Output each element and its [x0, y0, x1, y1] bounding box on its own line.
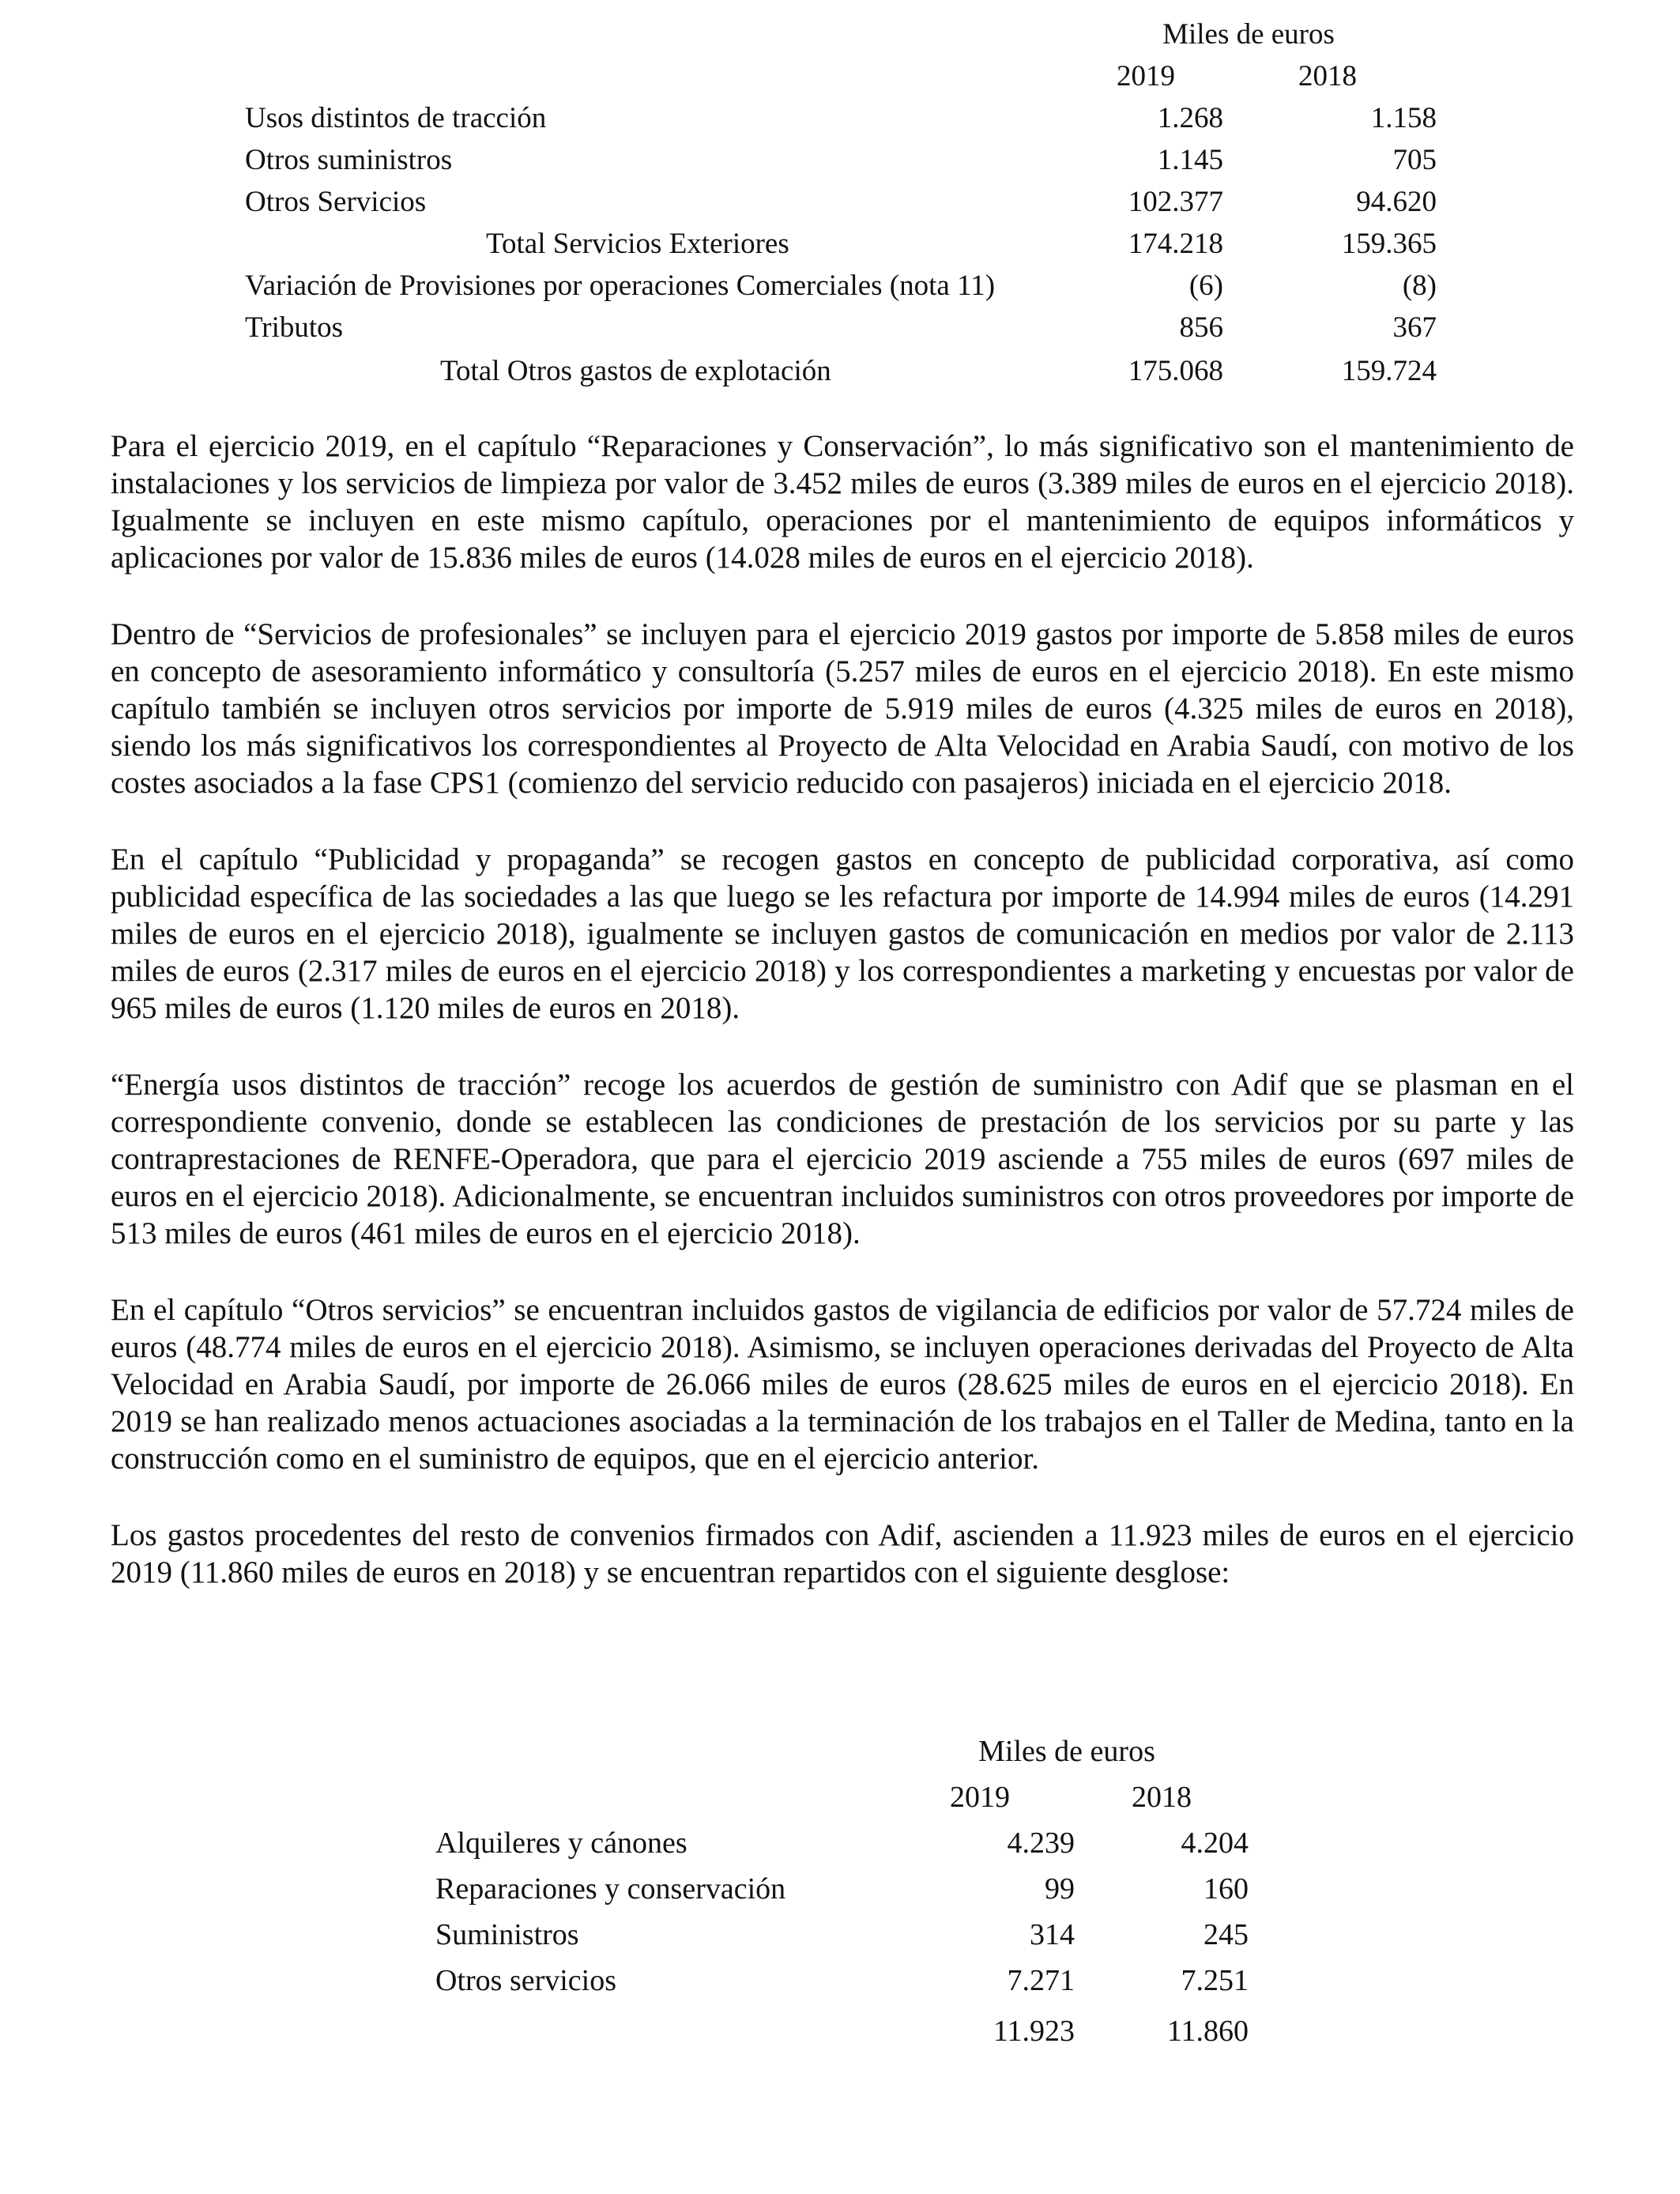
table2-row-2018: 160 [1203, 1872, 1249, 1906]
paragraph-publicidad: En el capítulo “Publicidad y propaganda” se recogen gastos en concepto de publicidad corporativa, así como publicidad específica de las sociedades a las que luego se les refactura por importe de 14.994 miles de euros (14.291 miles de euros en el ejercicio 2018), igualmente se incluyen gastos de comunicación en medios por valor de 2.113 miles de euros (2.317 miles de euros en el ejercicio 2018) y los correspondientes a marketing y encuestas por valor de 965 miles de euros (1.120 miles de euros en 2018). [111, 843, 1574, 1025]
table2-row-2019: 7.271 [1007, 1964, 1075, 1997]
table2-year-2019: 2019 [950, 1781, 1010, 1814]
table2-row-2019: 314 [1030, 1918, 1075, 1951]
table1-subtotal-2019: 174.218 [1128, 228, 1223, 260]
table1-row-2019: 102.377 [1128, 186, 1223, 218]
table1-row-label: Tributos [245, 311, 344, 344]
table2-row-2019: 99 [1045, 1872, 1075, 1906]
paragraph-servicios-profesionales: Dentro de “Servicios de profesionales” se incluyen para el ejercicio 2019 gastos por importe de 5.858 miles de euros en concepto de asesoramiento informático y consultoría (5.257 miles de euros en el ejercicio 2018). En este mismo capítulo también se incluyen otros servicios por importe de 5.919 miles de euros (4.325 miles de euros en 2018), siendo los más significativos los correspondientes al Proyecto de Alta Velocidad en Arabia Saudí, con motivo de los costes asociados a la fase CPS1 (comienzo del servicio reducido con pasajeros) iniciada en el ejercicio 2018. [111, 617, 1574, 800]
paragraph-reparaciones: Para el ejercicio 2019, en el capítulo “Reparaciones y Conservación”, lo más significativo son el mantenimiento de instalaciones y los servicios de limpieza por valor de 3.452 miles de euros (3.389 miles de euros en el ejercicio 2018). Igualmente se incluyen en este mismo capítulo, operaciones por el mantenimiento de equipos informáticos y aplicaciones por valor de 15.836 miles de euros (14.028 miles de euros en el ejercicio 2018). [111, 429, 1574, 575]
table2-row-2018: 4.204 [1181, 1826, 1249, 1860]
table1-total-2019: 175.068 [1128, 355, 1223, 387]
table1-subtotal-2018: 159.365 [1341, 228, 1437, 260]
table2-unit-header: Miles de euros [978, 1735, 1155, 1768]
table1-row-label: Usos distintos de tracción [245, 102, 547, 134]
table2-row-2019: 4.239 [1007, 1826, 1075, 1860]
table2-row-label: Otros servicios [435, 1964, 617, 1997]
table1-row-2018: 1.158 [1370, 102, 1437, 134]
table1-row-2019: (6) [1188, 270, 1223, 302]
table1-row-2019: 1.145 [1157, 144, 1223, 176]
table2-row-2018: 7.251 [1181, 1964, 1249, 1997]
table2-row-label: Reparaciones y conservación [435, 1872, 786, 1906]
table1-row-label: Variación de Provisiones por operaciones Comerciales (nota 11) [245, 270, 996, 302]
paragraph-otros-servicios: En el capítulo “Otros servicios” se encuentran incluidos gastos de vigilancia de edificios por valor de 57.724 miles de euros (48.774 miles de euros en el ejercicio 2018). Asimismo, se incluyen operaciones derivadas del Proyecto de Alta Velocidad en Arabia Saudí, por importe de 26.066 miles de euros (28.625 miles de euros en el ejercicio 2018). En 2019 se han realizado menos actuaciones asociadas a la terminación de los trabajos en el Taller de Medina, tanto en la construcción como en el suministro de equipos, que en el ejercicio anterior. [111, 1293, 1574, 1476]
table2-row-label: Suministros [435, 1918, 579, 1951]
table2-row-label: Alquileres y cánones [435, 1826, 687, 1860]
table1-row-2018: 705 [1392, 144, 1437, 176]
table1-row-2018: 367 [1392, 311, 1437, 344]
table2-total-2018: 11.860 [1166, 2015, 1249, 2048]
paragraph-energia: “Energía usos distintos de tracción” recoge los acuerdos de gestión de suministro con Adif que se plasman en el correspondiente convenio, donde se establecen las condiciones de prestación de los servicios por su parte y las contraprestaciones de RENFE-Operadora, que para el ejercicio 2019 asciende a 755 miles de euros (697 miles de euros en el ejercicio 2018). Adicionalmente, se encuentran incluidos suministros con otros proveedores por importe de 513 miles de euros (461 miles de euros en el ejercicio 2018). [111, 1068, 1574, 1250]
table1-row-2018: 94.620 [1356, 186, 1437, 218]
table2-year-2018: 2018 [1132, 1781, 1192, 1814]
table1-total-2018: 159.724 [1341, 355, 1437, 387]
table1-subtotal-label: Total Servicios Exteriores [486, 228, 789, 260]
table2-total-2019: 11.923 [993, 2015, 1075, 2048]
paragraph-convenios-adif: Los gastos procedentes del resto de convenios firmados con Adif, ascienden a 11.923 miles de euros en el ejercicio 2019 (11.860 miles de euros en 2018) y se encuentran repartidos con el siguiente desglose: [111, 1518, 1574, 1589]
body-text [111, 428, 1574, 1630]
table1-unit-header: Miles de euros [1162, 18, 1335, 51]
table1-year-2018: 2018 [1298, 60, 1357, 92]
table1-row-label: Otros Servicios [245, 186, 427, 218]
table1-row-2018: (8) [1402, 270, 1437, 302]
table1-row-label: Otros suministros [245, 144, 453, 176]
table1-row-2019: 856 [1179, 311, 1223, 344]
table1-year-2019: 2019 [1117, 60, 1175, 92]
table1-row-2019: 1.268 [1157, 102, 1223, 134]
table1-total-label: Total Otros gastos de explotación [440, 355, 831, 387]
table2-row-2018: 245 [1203, 1918, 1249, 1951]
